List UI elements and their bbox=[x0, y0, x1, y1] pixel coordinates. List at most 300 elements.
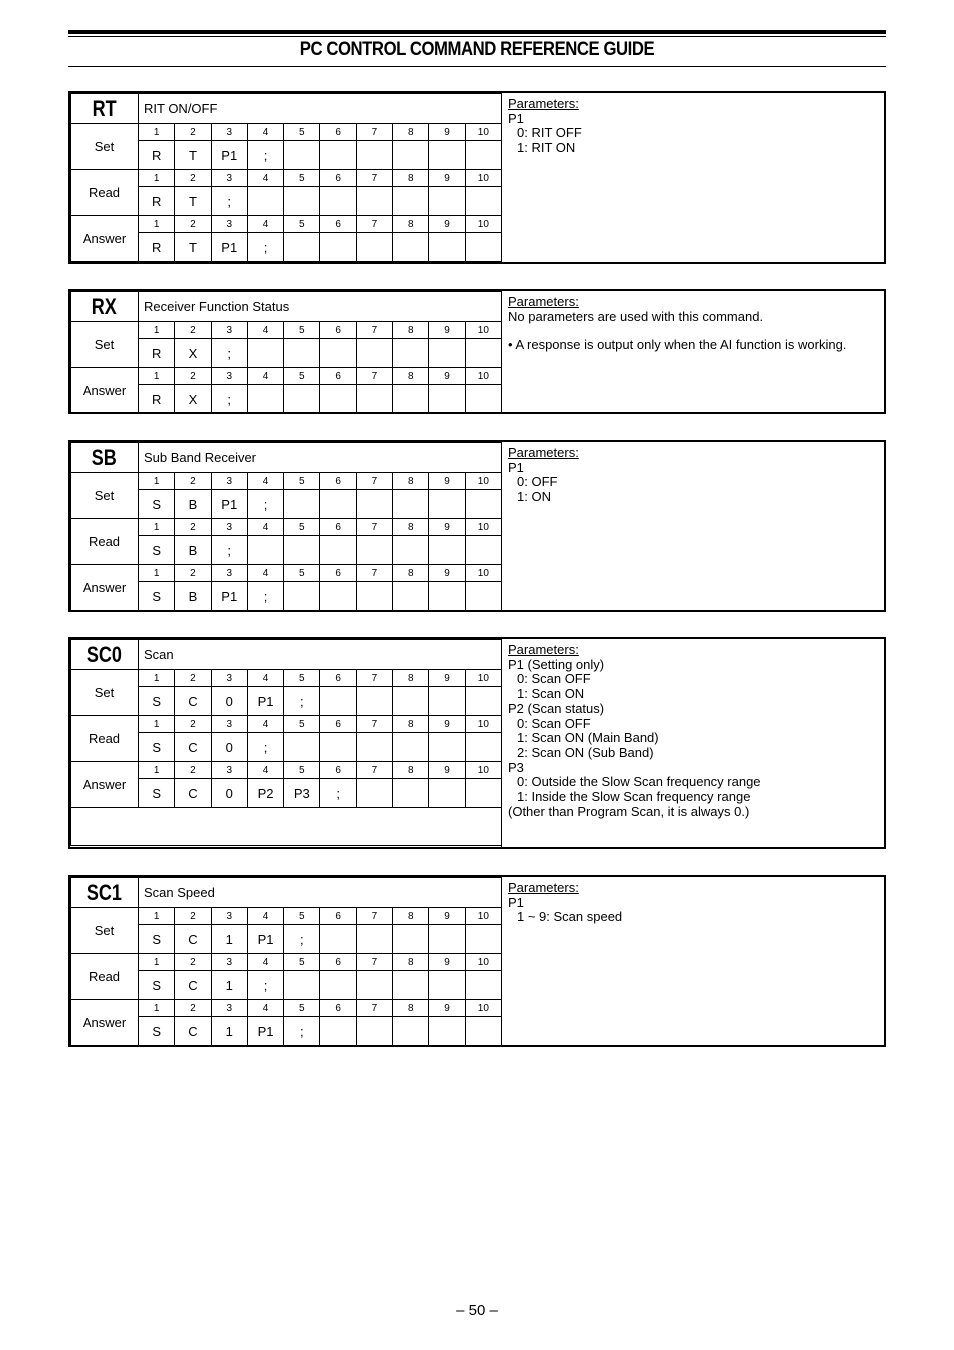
command-char-cell bbox=[247, 536, 283, 565]
column-number: 10 bbox=[465, 762, 501, 779]
command-char-cell bbox=[247, 187, 283, 216]
command-char-cell: ; bbox=[320, 779, 356, 808]
param-line: P1 bbox=[508, 894, 524, 910]
parameters-panel bbox=[501, 877, 884, 1045]
param-line: No parameters are used with this command. bbox=[508, 308, 764, 324]
param-line: 0: OFF bbox=[517, 474, 558, 490]
command-char-cell bbox=[320, 1017, 356, 1046]
column-number: 10 bbox=[465, 565, 501, 582]
command-char-cell: ; bbox=[284, 1017, 320, 1046]
command-char-cell bbox=[356, 971, 392, 1000]
command-code-text: RX bbox=[91, 293, 118, 319]
command-code bbox=[71, 640, 139, 670]
column-number: 1 bbox=[139, 908, 175, 925]
column-number: 7 bbox=[356, 473, 392, 490]
column-number: 4 bbox=[247, 716, 283, 733]
column-number: 5 bbox=[284, 908, 320, 925]
command-char-cell bbox=[320, 385, 356, 414]
command-char-cell: P1 bbox=[247, 925, 283, 954]
command-char-cell: C bbox=[175, 1017, 211, 1046]
command-char-cell: P1 bbox=[211, 582, 247, 611]
column-number: 9 bbox=[429, 1000, 465, 1017]
header-rule-thin bbox=[68, 36, 886, 37]
column-number: 5 bbox=[284, 1000, 320, 1017]
row-label-read: Read bbox=[71, 954, 139, 1000]
parameters-heading: Parameters: bbox=[508, 96, 579, 111]
column-number: 1 bbox=[139, 954, 175, 971]
command-char-cell: S bbox=[139, 779, 175, 808]
column-number: 4 bbox=[247, 170, 283, 187]
column-number: 7 bbox=[356, 216, 392, 233]
command-char-cell bbox=[429, 582, 465, 611]
command-name: Sub Band Receiver bbox=[139, 443, 502, 473]
column-number: 7 bbox=[356, 954, 392, 971]
column-number: 10 bbox=[465, 473, 501, 490]
command-char-cell: S bbox=[139, 687, 175, 716]
command-char-cell: 0 bbox=[211, 733, 247, 762]
command-char-cell bbox=[356, 536, 392, 565]
command-code bbox=[71, 94, 139, 124]
command-char-cell: ; bbox=[247, 971, 283, 1000]
column-number: 1 bbox=[139, 716, 175, 733]
column-number: 6 bbox=[320, 954, 356, 971]
command-char-cell bbox=[429, 971, 465, 1000]
column-number: 6 bbox=[320, 565, 356, 582]
command-char-cell: P1 bbox=[211, 233, 247, 262]
command-char-cell bbox=[284, 971, 320, 1000]
command-char-cell: S bbox=[139, 971, 175, 1000]
column-number: 2 bbox=[175, 216, 211, 233]
column-number: 2 bbox=[175, 1000, 211, 1017]
command-name: Scan bbox=[139, 640, 502, 670]
command-char-cell bbox=[429, 925, 465, 954]
command-char-cell: S bbox=[139, 925, 175, 954]
command-char-cell bbox=[429, 1017, 465, 1046]
command-char-cell bbox=[465, 385, 501, 414]
parameters-panel bbox=[501, 442, 884, 610]
command-char-cell bbox=[356, 779, 392, 808]
row-label-read: Read bbox=[71, 170, 139, 216]
command-char-cell: ; bbox=[284, 925, 320, 954]
command-char-cell: T bbox=[175, 141, 211, 170]
command-char-cell: P1 bbox=[211, 490, 247, 519]
command-code bbox=[71, 878, 139, 908]
column-number: 10 bbox=[465, 908, 501, 925]
command-char-cell bbox=[284, 385, 320, 414]
command-char-cell: ; bbox=[247, 582, 283, 611]
param-line: P1 bbox=[508, 110, 524, 126]
column-number: 8 bbox=[393, 670, 429, 687]
column-number: 9 bbox=[429, 170, 465, 187]
command-char-cell: R bbox=[139, 233, 175, 262]
column-number: 7 bbox=[356, 519, 392, 536]
blank-row bbox=[71, 808, 502, 846]
param-line: 1: RIT ON bbox=[517, 140, 576, 156]
column-number: 10 bbox=[465, 519, 501, 536]
command-char-cell bbox=[429, 385, 465, 414]
command-char-cell bbox=[320, 536, 356, 565]
row-label-set: Set bbox=[71, 908, 139, 954]
column-number: 8 bbox=[393, 908, 429, 925]
command-char-cell bbox=[320, 490, 356, 519]
column-number: 5 bbox=[284, 954, 320, 971]
column-number: 6 bbox=[320, 124, 356, 141]
column-number: 6 bbox=[320, 908, 356, 925]
command-char-cell bbox=[429, 187, 465, 216]
column-number: 1 bbox=[139, 216, 175, 233]
command-char-cell bbox=[393, 385, 429, 414]
param-line: 1 ~ 9: Scan speed bbox=[517, 909, 623, 925]
command-char-cell: S bbox=[139, 733, 175, 762]
header-rule-thick bbox=[68, 30, 886, 34]
column-number: 2 bbox=[175, 473, 211, 490]
column-number: 8 bbox=[393, 762, 429, 779]
command-char-cell bbox=[356, 385, 392, 414]
command-char-cell bbox=[356, 141, 392, 170]
column-number: 5 bbox=[284, 670, 320, 687]
command-char-cell bbox=[465, 779, 501, 808]
command-block-rt bbox=[68, 91, 886, 264]
command-char-cell bbox=[320, 233, 356, 262]
column-number: 3 bbox=[211, 716, 247, 733]
command-char-cell bbox=[393, 233, 429, 262]
column-number: 3 bbox=[211, 565, 247, 582]
command-char-cell bbox=[429, 490, 465, 519]
command-char-cell bbox=[356, 687, 392, 716]
command-char-cell bbox=[429, 141, 465, 170]
command-char-cell: ; bbox=[284, 687, 320, 716]
command-char-cell: C bbox=[175, 925, 211, 954]
column-number: 4 bbox=[247, 565, 283, 582]
command-char-cell bbox=[320, 971, 356, 1000]
column-number: 5 bbox=[284, 124, 320, 141]
command-char-cell: C bbox=[175, 687, 211, 716]
command-char-cell bbox=[284, 536, 320, 565]
column-number: 4 bbox=[247, 322, 283, 339]
param-line: 1: Scan ON bbox=[517, 686, 585, 702]
command-code-text: SB bbox=[91, 444, 118, 470]
command-char-cell: R bbox=[139, 385, 175, 414]
command-char-cell: 1 bbox=[211, 925, 247, 954]
param-line: 0: RIT OFF bbox=[517, 125, 582, 141]
row-label-read: Read bbox=[71, 519, 139, 565]
column-number: 6 bbox=[320, 473, 356, 490]
column-number: 1 bbox=[139, 170, 175, 187]
command-char-cell: ; bbox=[247, 733, 283, 762]
command-char-cell: R bbox=[139, 141, 175, 170]
column-number: 7 bbox=[356, 716, 392, 733]
command-code-text: SC1 bbox=[86, 879, 123, 905]
command-char-cell bbox=[356, 187, 392, 216]
row-label-answer: Answer bbox=[71, 1000, 139, 1046]
column-number: 7 bbox=[356, 170, 392, 187]
column-number: 3 bbox=[211, 322, 247, 339]
command-block-sc0 bbox=[68, 637, 886, 849]
column-number: 8 bbox=[393, 124, 429, 141]
row-label-set: Set bbox=[71, 124, 139, 170]
column-number: 2 bbox=[175, 124, 211, 141]
command-char-cell: ; bbox=[247, 141, 283, 170]
column-number: 3 bbox=[211, 170, 247, 187]
param-line: 1: ON bbox=[517, 489, 551, 505]
command-char-cell bbox=[284, 582, 320, 611]
command-table bbox=[70, 442, 502, 611]
command-char-cell bbox=[465, 582, 501, 611]
column-number: 10 bbox=[465, 322, 501, 339]
command-char-cell: B bbox=[175, 490, 211, 519]
command-char-cell: P3 bbox=[284, 779, 320, 808]
command-char-cell bbox=[465, 733, 501, 762]
parameters-heading: Parameters: bbox=[508, 294, 579, 309]
column-number: 3 bbox=[211, 954, 247, 971]
command-name: RIT ON/OFF bbox=[139, 94, 502, 124]
command-char-cell: R bbox=[139, 339, 175, 368]
command-char-cell bbox=[247, 339, 283, 368]
column-number: 5 bbox=[284, 216, 320, 233]
row-label-read: Read bbox=[71, 716, 139, 762]
command-char-cell bbox=[465, 233, 501, 262]
command-block-sc1 bbox=[68, 875, 886, 1047]
command-char-cell bbox=[284, 339, 320, 368]
command-char-cell: B bbox=[175, 536, 211, 565]
command-char-cell bbox=[429, 687, 465, 716]
row-label-set: Set bbox=[71, 670, 139, 716]
command-char-cell bbox=[356, 925, 392, 954]
command-char-cell: S bbox=[139, 490, 175, 519]
param-line: P2 (Scan status) bbox=[508, 700, 605, 716]
command-char-cell: P1 bbox=[247, 1017, 283, 1046]
column-number: 3 bbox=[211, 124, 247, 141]
command-char-cell: X bbox=[175, 385, 211, 414]
command-char-cell bbox=[320, 687, 356, 716]
command-code bbox=[71, 443, 139, 473]
command-char-cell bbox=[320, 339, 356, 368]
command-char-cell bbox=[284, 141, 320, 170]
header-rule-bottom bbox=[68, 66, 886, 67]
command-char-cell bbox=[356, 582, 392, 611]
row-label-answer: Answer bbox=[71, 565, 139, 611]
command-char-cell bbox=[429, 233, 465, 262]
command-char-cell: ; bbox=[211, 187, 247, 216]
command-code-text: SC0 bbox=[86, 641, 123, 667]
column-number: 2 bbox=[175, 170, 211, 187]
param-line: 0: Outside the Slow Scan frequency range bbox=[517, 774, 761, 790]
row-label-set: Set bbox=[71, 322, 139, 368]
command-code bbox=[71, 292, 139, 322]
command-char-cell bbox=[465, 1017, 501, 1046]
command-char-cell bbox=[320, 141, 356, 170]
command-char-cell bbox=[393, 536, 429, 565]
column-number: 6 bbox=[320, 762, 356, 779]
column-number: 7 bbox=[356, 908, 392, 925]
column-number: 6 bbox=[320, 1000, 356, 1017]
command-char-cell: S bbox=[139, 582, 175, 611]
command-char-cell bbox=[465, 687, 501, 716]
column-number: 8 bbox=[393, 216, 429, 233]
column-number: 10 bbox=[465, 954, 501, 971]
column-number: 9 bbox=[429, 216, 465, 233]
column-number: 8 bbox=[393, 565, 429, 582]
command-char-cell bbox=[429, 339, 465, 368]
command-char-cell bbox=[356, 1017, 392, 1046]
command-block-rx bbox=[68, 289, 886, 414]
row-label-answer: Answer bbox=[71, 216, 139, 262]
column-number: 4 bbox=[247, 216, 283, 233]
parameters-panel bbox=[501, 93, 884, 262]
command-char-cell: S bbox=[139, 536, 175, 565]
column-number: 4 bbox=[247, 124, 283, 141]
command-char-cell: P1 bbox=[247, 687, 283, 716]
command-char-cell bbox=[284, 733, 320, 762]
command-char-cell: 1 bbox=[211, 1017, 247, 1046]
column-number: 3 bbox=[211, 216, 247, 233]
command-char-cell bbox=[393, 339, 429, 368]
column-number: 9 bbox=[429, 565, 465, 582]
column-number: 2 bbox=[175, 908, 211, 925]
column-number: 4 bbox=[247, 1000, 283, 1017]
command-char-cell bbox=[465, 971, 501, 1000]
column-number: 4 bbox=[247, 670, 283, 687]
column-number: 10 bbox=[465, 170, 501, 187]
column-number: 10 bbox=[465, 1000, 501, 1017]
column-number: 2 bbox=[175, 565, 211, 582]
column-number: 9 bbox=[429, 762, 465, 779]
command-char-cell bbox=[320, 582, 356, 611]
column-number: 5 bbox=[284, 368, 320, 385]
column-number: 7 bbox=[356, 1000, 392, 1017]
column-number: 9 bbox=[429, 670, 465, 687]
command-char-cell bbox=[393, 187, 429, 216]
column-number: 3 bbox=[211, 473, 247, 490]
column-number: 3 bbox=[211, 1000, 247, 1017]
param-line: 0: Scan OFF bbox=[517, 671, 591, 687]
command-char-cell bbox=[393, 1017, 429, 1046]
command-char-cell bbox=[284, 233, 320, 262]
column-number: 1 bbox=[139, 762, 175, 779]
command-char-cell bbox=[320, 733, 356, 762]
column-number: 8 bbox=[393, 519, 429, 536]
command-char-cell: 1 bbox=[211, 971, 247, 1000]
command-char-cell: C bbox=[175, 779, 211, 808]
command-char-cell: C bbox=[175, 971, 211, 1000]
param-line: P1 bbox=[508, 459, 524, 475]
column-number: 9 bbox=[429, 716, 465, 733]
command-char-cell bbox=[393, 141, 429, 170]
column-number: 5 bbox=[284, 473, 320, 490]
command-char-cell bbox=[429, 536, 465, 565]
column-number: 2 bbox=[175, 762, 211, 779]
column-number: 2 bbox=[175, 519, 211, 536]
column-number: 5 bbox=[284, 322, 320, 339]
column-number: 9 bbox=[429, 322, 465, 339]
command-char-cell: ; bbox=[211, 385, 247, 414]
column-number: 2 bbox=[175, 716, 211, 733]
command-char-cell: 0 bbox=[211, 687, 247, 716]
row-label-answer: Answer bbox=[71, 762, 139, 808]
column-number: 8 bbox=[393, 716, 429, 733]
column-number: 7 bbox=[356, 762, 392, 779]
column-number: 3 bbox=[211, 670, 247, 687]
column-number: 8 bbox=[393, 170, 429, 187]
column-number: 8 bbox=[393, 954, 429, 971]
param-line: 1: Inside the Slow Scan frequency range bbox=[517, 789, 751, 805]
column-number: 10 bbox=[465, 124, 501, 141]
command-char-cell: ; bbox=[247, 490, 283, 519]
column-number: 2 bbox=[175, 670, 211, 687]
command-name: Scan Speed bbox=[139, 878, 502, 908]
column-number: 5 bbox=[284, 170, 320, 187]
column-number: 7 bbox=[356, 322, 392, 339]
column-number: 6 bbox=[320, 519, 356, 536]
column-number: 9 bbox=[429, 124, 465, 141]
command-char-cell: B bbox=[175, 582, 211, 611]
column-number: 6 bbox=[320, 216, 356, 233]
column-number: 9 bbox=[429, 473, 465, 490]
command-char-cell bbox=[465, 490, 501, 519]
parameters-heading: Parameters: bbox=[508, 642, 579, 657]
column-number: 10 bbox=[465, 716, 501, 733]
column-number: 3 bbox=[211, 908, 247, 925]
command-char-cell bbox=[320, 925, 356, 954]
column-number: 7 bbox=[356, 565, 392, 582]
command-char-cell bbox=[393, 779, 429, 808]
command-name: Receiver Function Status bbox=[139, 292, 502, 322]
command-table bbox=[70, 639, 502, 846]
parameters-panel bbox=[501, 639, 884, 847]
column-number: 6 bbox=[320, 368, 356, 385]
command-char-cell bbox=[465, 536, 501, 565]
column-number: 4 bbox=[247, 519, 283, 536]
param-line: P1 (Setting only) bbox=[508, 656, 605, 672]
column-number: 8 bbox=[393, 1000, 429, 1017]
column-number: 4 bbox=[247, 473, 283, 490]
column-number: 10 bbox=[465, 216, 501, 233]
column-number: 2 bbox=[175, 322, 211, 339]
param-line: 2: Scan ON (Sub Band) bbox=[517, 744, 654, 760]
command-char-cell bbox=[393, 687, 429, 716]
row-label-set: Set bbox=[71, 473, 139, 519]
command-char-cell bbox=[465, 339, 501, 368]
command-code-text: RT bbox=[92, 95, 117, 121]
command-table bbox=[70, 877, 502, 1046]
column-number: 3 bbox=[211, 762, 247, 779]
command-char-cell bbox=[465, 925, 501, 954]
column-number: 7 bbox=[356, 670, 392, 687]
column-number: 2 bbox=[175, 954, 211, 971]
command-block-sb bbox=[68, 440, 886, 612]
command-char-cell bbox=[393, 971, 429, 1000]
column-number: 1 bbox=[139, 473, 175, 490]
param-line: 0: Scan OFF bbox=[517, 715, 591, 731]
command-char-cell: R bbox=[139, 187, 175, 216]
command-char-cell: ; bbox=[211, 339, 247, 368]
column-number: 5 bbox=[284, 565, 320, 582]
column-number: 10 bbox=[465, 670, 501, 687]
column-number: 8 bbox=[393, 473, 429, 490]
command-char-cell bbox=[465, 187, 501, 216]
page-number: – 50 – bbox=[456, 1302, 498, 1319]
command-char-cell: ; bbox=[247, 233, 283, 262]
command-char-cell bbox=[247, 385, 283, 414]
command-char-cell: C bbox=[175, 733, 211, 762]
column-number: 1 bbox=[139, 519, 175, 536]
command-char-cell: 0 bbox=[211, 779, 247, 808]
column-number: 3 bbox=[211, 519, 247, 536]
column-number: 5 bbox=[284, 716, 320, 733]
command-table bbox=[70, 291, 502, 414]
column-number: 2 bbox=[175, 368, 211, 385]
command-char-cell: X bbox=[175, 339, 211, 368]
